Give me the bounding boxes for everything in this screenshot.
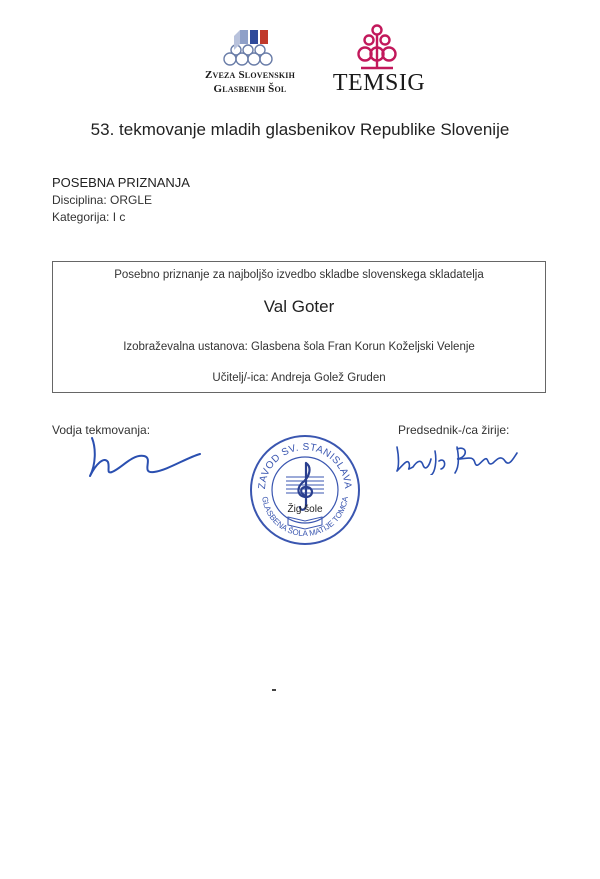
- category-line: Kategorija: I c: [52, 210, 126, 224]
- school-stamp-icon: [248, 433, 362, 547]
- award-teacher: Učitelj/-ica: Andreja Golež Gruden: [212, 372, 386, 384]
- competition-leader-label: Vodja tekmovanja:: [52, 423, 151, 437]
- discipline-line: Disciplina: ORGLE: [52, 193, 153, 207]
- temsig-logo-icon: [355, 24, 399, 70]
- zveza-name-line1: Zveza Slovenskih: [204, 69, 296, 81]
- award-box: [52, 261, 546, 393]
- stamp-bottom-text: GLASBENA ŠOLA MATIJE TOMCA: [260, 495, 350, 538]
- temsig-wordmark: TEMSIG: [332, 70, 426, 96]
- zveza-name-line2: Glasbenih Šol: [213, 83, 287, 95]
- stamp-center-text: Žig šole: [287, 504, 323, 515]
- scan-speck: [272, 689, 276, 691]
- award-description: Posebno priznanje za najboljšo izvedbo skladbe slovenskega skladatelja: [114, 269, 484, 281]
- zveza-name: [190, 68, 310, 96]
- zveza-logo-icon: [222, 26, 282, 68]
- section-heading: POSEBNA PRIZNANJA: [52, 175, 190, 190]
- stamp-top-text: ZAVOD SV. STANISLAVA: [256, 441, 354, 490]
- award-institution: Izobraževalna ustanova: Glasbena šola Fran Korun Koželjski Velenje: [123, 341, 475, 353]
- award-recipient-name: Val Goter: [263, 297, 335, 316]
- page-title: 53. tekmovanje mladih glasbenikov Republike Slovenije: [90, 120, 510, 139]
- leader-signature-icon: [82, 434, 202, 480]
- jury-signature-icon: [393, 441, 519, 475]
- jury-president-label: Predsednik-/ca žirije:: [398, 423, 510, 437]
